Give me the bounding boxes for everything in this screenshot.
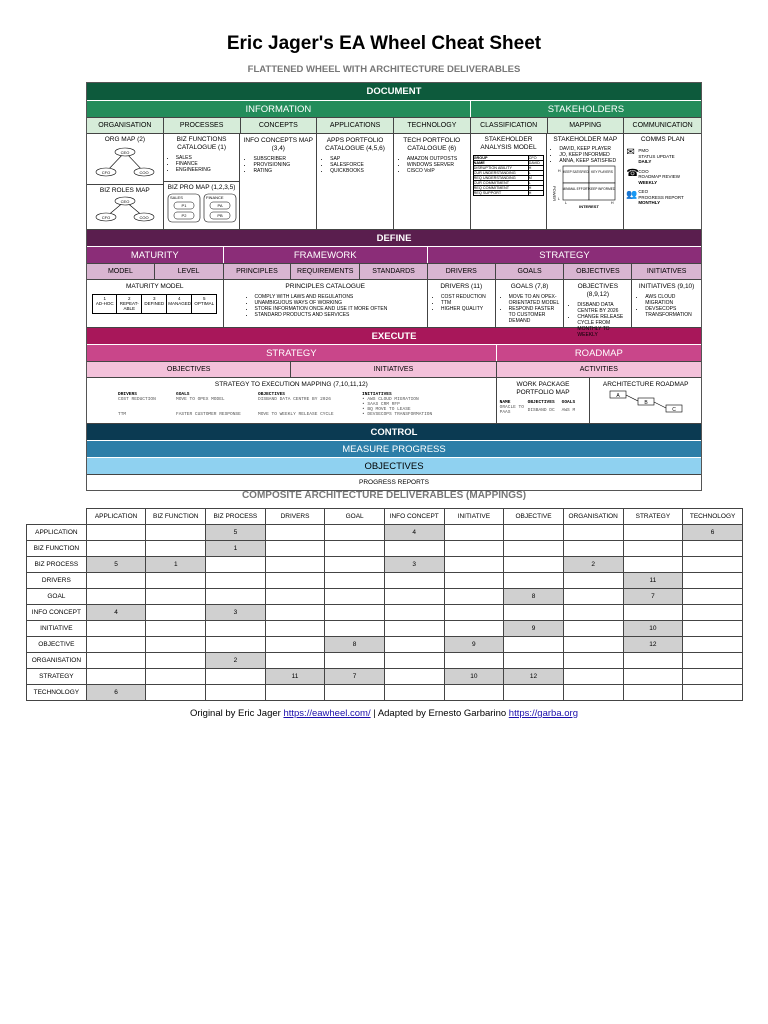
svg-text:A: A	[615, 393, 620, 399]
mapping-cell	[206, 621, 266, 637]
mapping-cell	[206, 669, 266, 685]
strategy-bar: STRATEGY	[428, 246, 701, 263]
mapping-cell	[146, 637, 206, 653]
row-header: TECHNOLOGY	[27, 685, 87, 701]
mapping-cell	[265, 525, 325, 541]
sub-initiatives: INITIATIVES	[632, 263, 701, 279]
mapping-cell	[563, 685, 623, 701]
mapping-cell	[265, 541, 325, 557]
progress-reports: PROGRESS REPORTS	[87, 474, 701, 490]
mapping-cell	[146, 605, 206, 621]
mapping-cell	[384, 541, 444, 557]
roadmap-bar: ROADMAP	[497, 344, 701, 361]
goals-cell: GOALS (7,8) • MOVE TO AN OPEX-ORIENTATED MODEL • RESPOND FASTER TO CUSTOMER DEMAND	[496, 279, 565, 327]
info-concepts-title: INFO CONCEPTS MAP (3,4)	[243, 137, 313, 152]
garba-link[interactable]: https://garba.org	[508, 708, 578, 719]
mapping-cell	[146, 525, 206, 541]
initiatives-title: INITIATIVES (9,10)	[638, 283, 695, 290]
sub-organisation: ORGANISATION	[87, 117, 164, 133]
initiatives-cell: INITIATIVES (9,10) • AWS CLOUD MIGRATION • DEVSECOPS TRANSFORMATION	[632, 279, 701, 327]
mapping-cell: 10	[444, 669, 504, 685]
execute-strategy-bar: STRATEGY	[87, 344, 497, 361]
mapping-cell	[623, 685, 683, 701]
biz-functions-title: BIZ FUNCTIONS CATALOGUE (1)	[176, 136, 227, 151]
table-row	[27, 621, 743, 637]
mapping-cell	[206, 573, 266, 589]
mapping-cell	[146, 589, 206, 605]
mapping-cell	[86, 589, 146, 605]
maturity-bar: MATURITY	[87, 246, 224, 263]
org-node-ceo: CEO	[120, 150, 130, 155]
org-node-coo: COO	[139, 170, 149, 175]
mapping-cell	[563, 669, 623, 685]
comms-plan-cell: COMMS PLAN ✉ PMO STATUS UPDATE DAILY ☎ COO ROADMAP REVIEW WEEKLY 👥 CEO PROGRESS REPORT MONTHLY	[624, 133, 701, 229]
mapping-cell: 5	[206, 525, 266, 541]
mapping-cell	[325, 589, 385, 605]
page-subtitle: FLATTENED WHEEL WITH ARCHITECTURE DELIVERABLES	[247, 64, 521, 75]
mapping-cell: 4	[86, 605, 146, 621]
control-objectives-bar: OBJECTIVES	[87, 457, 701, 474]
mapping-cell	[623, 541, 683, 557]
mapping-cell	[683, 685, 743, 701]
mapping-cell	[563, 589, 623, 605]
org-map-cell	[87, 133, 164, 229]
sub-standards: STANDARDS	[360, 263, 428, 279]
mapping-cell	[623, 605, 683, 621]
framework-bar: FRAMEWORK	[224, 246, 428, 263]
svg-text:P1: P1	[181, 203, 187, 208]
composite-title: COMPOSITE ARCHITECTURE DELIVERABLES (MAPPINGS)	[241, 490, 527, 501]
control-bar: CONTROL	[87, 423, 701, 440]
mapping-cell	[563, 621, 623, 637]
svg-text:CFO: CFO	[101, 215, 111, 220]
mapping-cell	[444, 685, 504, 701]
principles-cell: PRINCIPLES CATALOGUE • COMPLY WITH LAWS AND REGULATIONS • UNAMBIGUOUS WAYS OF WORKING • STORE INFORMATION ONCE AND USE IT MORE OFTEN • STANDARD PRODUCTS AND SERVICES	[224, 279, 428, 327]
row-header: INITIATIVE	[27, 621, 87, 637]
mapping-cell	[444, 589, 504, 605]
mapping-cell	[444, 525, 504, 541]
sub-applications: APPLICATIONS	[317, 117, 394, 133]
mapping-cell	[384, 573, 444, 589]
mapping-cell	[265, 685, 325, 701]
page-title: Eric Jager's EA Wheel Cheat Sheet	[226, 33, 542, 54]
footer-prefix: Original by Eric Jager	[190, 708, 284, 719]
sub-communication: COMMUNICATION	[624, 117, 701, 133]
strategy-mapping-table: DRIVERS GOALS OBJECTIVES INITIATIVES COST REDUCTION MOVE TO OPEX MODEL DISBAND DATA CENTRE BY 2026 • AWS CLOUD MIGRATION • SAAS CRM RFP • BQ MOVE TO LEASE TTM FASTER CUSTOMER RESPONSE MOVE TO WEEKLY RELEASE CYCLE • DEVSECOPS TRANSFORMATION	[118, 392, 433, 417]
mapping-cell	[384, 685, 444, 701]
mapping-cell	[444, 573, 504, 589]
org-node-cfo: CFO	[101, 170, 111, 175]
table-row	[27, 637, 743, 653]
envelope-icon: ✉	[626, 147, 635, 158]
mapping-cell: 12	[504, 669, 564, 685]
mapping-cell	[86, 525, 146, 541]
objectives-title: OBJECTIVES (8,9,12)	[577, 283, 619, 298]
stakeholder-analysis-title: STAKEHOLDER ANALYSIS MODEL	[480, 136, 537, 151]
mapping-cell	[86, 541, 146, 557]
objectives-cell: OBJECTIVES (8,9,12) • DISBAND DATA CENTRE BY 2026 • CHANGE RELEASE CYCLE FROM MONTHLY TO WEEKLY	[564, 279, 632, 327]
mapping-cell	[563, 605, 623, 621]
composite-table	[26, 508, 743, 701]
svg-text:INTEREST: INTEREST	[579, 204, 600, 209]
mapping-cell	[504, 573, 564, 589]
mapping-cell: 10	[623, 621, 683, 637]
biz-pro-diagram	[166, 192, 238, 224]
sub-model: MODEL	[87, 263, 155, 279]
tech-title: TECH PORTFOLIO CATALOGUE (6)	[403, 137, 461, 152]
sub-drivers: DRIVERS	[428, 263, 496, 279]
mapping-cell: 6	[86, 685, 146, 701]
biz-functions-list: • SALES • FINANCE • ENGINEERING	[176, 155, 238, 173]
mapping-cell	[265, 605, 325, 621]
row-header: BIZ FUNCTION	[27, 541, 87, 557]
phone-icon: ☎	[626, 167, 639, 179]
mapping-cell	[683, 573, 743, 589]
mapping-cell	[265, 637, 325, 653]
mapping-cell: 6	[683, 525, 743, 541]
mapping-cell: 3	[384, 557, 444, 573]
mapping-cell	[325, 573, 385, 589]
mapping-cell	[623, 557, 683, 573]
mapping-cell: 4	[384, 525, 444, 541]
arch-roadmap-diagram	[596, 389, 696, 415]
stakeholder-analysis-table: GROUP CFO NAME DAVID DISRUPTION ABILITY H CUR UNDERSTANDING L REQ UNDERSTANDING M CUR COMMITMENT L REQ COMMITMENT H REQ SUPPORT H	[473, 155, 545, 196]
mapping-cell	[86, 669, 146, 685]
footer	[0, 708, 768, 719]
mapping-cell	[683, 669, 743, 685]
svg-text:H: H	[611, 201, 614, 205]
mapping-cell	[86, 637, 146, 653]
mapping-cell	[384, 589, 444, 605]
arch-roadmap-title: ARCHITECTURE ROADMAP	[602, 381, 689, 388]
table-row	[27, 669, 743, 685]
mapping-cell	[444, 605, 504, 621]
sub-technology: TECHNOLOGY	[394, 117, 471, 133]
stakeholder-map-grid	[549, 164, 621, 210]
mapping-cell: 3	[206, 605, 266, 621]
mapping-cell: 2	[563, 557, 623, 573]
mapping-cell	[504, 685, 564, 701]
mapping-cell	[146, 685, 206, 701]
row-header: APPLICATION	[27, 525, 87, 541]
stakeholders-bar: STAKEHOLDERS	[471, 100, 701, 117]
principles-title: PRINCIPLES CATALOGUE	[285, 283, 365, 290]
comms-plan-title: COMMS PLAN	[640, 136, 685, 143]
mapping-cell: 9	[504, 621, 564, 637]
sub-level: LEVEL	[155, 263, 224, 279]
mapping-cell	[265, 621, 325, 637]
apps-cell: APPS PORTFOLIO CATALOGUE (4,5,6) • SAP • SALESFORCE • QUICKBOOKS	[317, 133, 394, 229]
strategy-mapping-title: STRATEGY TO EXECUTION MAPPING (7,10,11,12)	[214, 381, 368, 388]
svg-text:PB: PB	[216, 213, 223, 218]
mapping-cell	[504, 557, 564, 573]
svg-text:C: C	[671, 407, 676, 413]
svg-text:SALES: SALES	[169, 195, 183, 200]
measure-progress-bar: MEASURE PROGRESS	[87, 440, 701, 457]
mapping-cell: 9	[444, 637, 504, 653]
table-row	[27, 589, 743, 605]
mapping-cell	[444, 653, 504, 669]
mapping-cell: 2	[206, 653, 266, 669]
mapping-cell	[86, 621, 146, 637]
maturity-levels: 1 AD-HOC 2 REPEAT-ABLE 3 DEFINED 4 MANAGED 5 OPTIMAL	[90, 294, 220, 314]
table-row	[27, 685, 743, 701]
svg-text:MINIMAL EFFORT: MINIMAL EFFORT	[562, 187, 590, 191]
svg-text:PA: PA	[217, 203, 223, 208]
mapping-cell	[384, 669, 444, 685]
apps-title: APPS PORTFOLIO CATALOGUE (4,5,6)	[325, 137, 385, 152]
goals-title: GOALS (7,8)	[510, 283, 549, 290]
svg-text:KEY PLAYERS: KEY PLAYERS	[591, 170, 614, 174]
sub-processes: PROCESSES	[164, 117, 241, 133]
mapping-cell	[683, 557, 743, 573]
svg-text:POWER: POWER	[552, 186, 558, 202]
mapping-cell	[325, 605, 385, 621]
execute-bar: EXECUTE	[87, 327, 701, 344]
mapping-cell	[683, 653, 743, 669]
footer-middle: | Adapted by Ernesto Garbarino	[370, 708, 509, 719]
mapping-cell	[683, 637, 743, 653]
mapping-cell	[265, 557, 325, 573]
svg-text:H: H	[558, 169, 561, 173]
strategy-mapping-cell	[87, 377, 497, 423]
org-map-diagram	[90, 144, 160, 180]
mapping-cell: 7	[623, 589, 683, 605]
mapping-cell	[265, 653, 325, 669]
mapping-cell	[444, 541, 504, 557]
mapping-cell	[504, 541, 564, 557]
mapping-cell	[206, 557, 266, 573]
mapping-cell	[206, 685, 266, 701]
composite-header-row: APPLICATION BIZ FUNCTION BIZ PROCESS DRIVERS GOAL INFO CONCEPT INITIATIVE OBJECTIVE ORGANISATION STRATEGY TECHNOLOGY	[27, 509, 743, 525]
table-row	[27, 573, 743, 589]
biz-functions-cell	[164, 133, 241, 229]
mapping-cell	[325, 557, 385, 573]
svg-text:KEEP SATISFIED: KEEP SATISFIED	[563, 170, 590, 174]
svg-text:COO: COO	[139, 215, 149, 220]
mapping-cell	[265, 573, 325, 589]
sub-exec-objectives: OBJECTIVES	[87, 361, 291, 377]
sub-activities: ACTIVITIES	[497, 361, 701, 377]
eawheel-link[interactable]: https://eawheel.com/	[283, 708, 371, 719]
mapping-cell: 11	[623, 573, 683, 589]
work-package-title: WORK PACKAGE PORTFOLIO MAP	[516, 381, 570, 396]
mapping-cell	[683, 589, 743, 605]
mapping-cell: 5	[86, 557, 146, 573]
mapping-cell	[146, 541, 206, 557]
svg-text:B: B	[643, 400, 648, 406]
mapping-cell	[86, 653, 146, 669]
mapping-cell	[384, 605, 444, 621]
mapping-cell	[146, 669, 206, 685]
mapping-cell	[563, 637, 623, 653]
mapping-cell	[683, 621, 743, 637]
stakeholder-analysis-cell	[471, 133, 548, 229]
people-icon: 👥	[626, 189, 638, 199]
svg-text:L: L	[558, 197, 561, 201]
biz-roles-title: BIZ ROLES MAP	[99, 187, 150, 194]
mapping-cell	[623, 525, 683, 541]
drivers-title: DRIVERS (11)	[440, 283, 483, 290]
mapping-cell	[563, 573, 623, 589]
table-row	[27, 541, 743, 557]
mapping-cell	[325, 541, 385, 557]
mapping-cell	[563, 525, 623, 541]
mapping-cell	[563, 541, 623, 557]
mapping-cell	[325, 621, 385, 637]
mapping-cell	[504, 637, 564, 653]
svg-text:KEEP INFORMED: KEEP INFORMED	[589, 187, 616, 191]
maturity-model-title: MATURITY MODEL	[126, 283, 184, 290]
define-bar: DEFINE	[87, 229, 701, 246]
tech-cell: TECH PORTFOLIO CATALOGUE (6) • AMAZON OUTPOSTS • WINDOWS SERVER • CISCO VoIP	[394, 133, 471, 229]
mapping-cell	[384, 637, 444, 653]
biz-pro-title: BIZ PRO MAP (1,2,3,5)	[167, 184, 236, 191]
ea-wheel-sheet	[86, 82, 702, 491]
mapping-cell	[444, 621, 504, 637]
sub-goals: GOALS	[496, 263, 565, 279]
arch-roadmap-cell	[590, 377, 701, 423]
mapping-cell: 1	[206, 541, 266, 557]
mapping-cell	[683, 605, 743, 621]
sub-exec-initiatives: INITIATIVES	[291, 361, 496, 377]
mapping-cell	[325, 653, 385, 669]
mapping-cell	[206, 637, 266, 653]
svg-text:P2: P2	[181, 213, 187, 218]
mapping-cell	[563, 653, 623, 669]
mapping-cell	[504, 653, 564, 669]
table-row	[27, 605, 743, 621]
mapping-cell	[325, 685, 385, 701]
row-header: INFO CONCEPT	[27, 605, 87, 621]
svg-text:L: L	[565, 201, 568, 205]
row-header: BIZ PROCESS	[27, 557, 87, 573]
mapping-cell: 8	[504, 589, 564, 605]
org-map-title: ORG MAP (2)	[104, 136, 146, 143]
mapping-cell: 11	[265, 669, 325, 685]
mapping-cell	[384, 621, 444, 637]
information-bar: INFORMATION	[87, 100, 471, 117]
info-concepts-cell: INFO CONCEPTS MAP (3,4) • SUBSCRIBER • PROVISIONING • RATING	[240, 133, 317, 229]
sub-mapping: MAPPING	[548, 117, 625, 133]
row-header: DRIVERS	[27, 573, 87, 589]
work-package-cell	[497, 377, 591, 423]
document-bar: DOCUMENT	[87, 83, 701, 100]
maturity-model-cell	[87, 279, 224, 327]
mapping-cell: 8	[325, 637, 385, 653]
mapping-cell	[86, 573, 146, 589]
table-row	[27, 557, 743, 573]
mapping-cell: 7	[325, 669, 385, 685]
svg-text:FINANCE: FINANCE	[205, 195, 224, 200]
svg-text:CEO: CEO	[120, 199, 130, 204]
work-package-table: NAME OBJECTIVES GOALS ORACLE TO PAAS DISBAND DC AWS M	[499, 400, 576, 415]
sub-objectives: OBJECTIVES	[564, 263, 632, 279]
mapping-cell	[683, 541, 743, 557]
table-row	[27, 653, 743, 669]
row-header: ORGANISATION	[27, 653, 87, 669]
mapping-cell	[504, 525, 564, 541]
mapping-cell	[504, 605, 564, 621]
row-header: GOAL	[27, 589, 87, 605]
mapping-cell	[325, 525, 385, 541]
mapping-cell	[146, 653, 206, 669]
table-row	[27, 525, 743, 541]
stakeholder-map-title: STAKEHOLDER MAP	[553, 136, 618, 143]
biz-roles-diagram	[90, 195, 160, 223]
mapping-cell	[623, 669, 683, 685]
mapping-cell: 12	[623, 637, 683, 653]
stakeholder-map-cell: STAKEHOLDER MAP • DAVID, KEEP PLAYER • JO, KEEP INFORMED • ANNA, KEEP SATISFIED POWER H L KEEP SATISFIED KEY PLAYERS MINIMAL EFFORT KEEP INFORMED L H INTEREST	[547, 133, 624, 229]
mapping-cell: 1	[146, 557, 206, 573]
sub-principles: PRINCIPLES	[224, 263, 292, 279]
sub-concepts: CONCEPTS	[241, 117, 318, 133]
mapping-cell	[146, 573, 206, 589]
mapping-cell	[444, 557, 504, 573]
sub-requirements: REQUIREMENTS	[291, 263, 360, 279]
drivers-cell: DRIVERS (11) • COST REDUCTION • TTM • HIGHER QUALITY	[428, 279, 496, 327]
row-header: STRATEGY	[27, 669, 87, 685]
mapping-cell	[146, 621, 206, 637]
sub-classification: CLASSIFICATION	[471, 117, 548, 133]
mapping-cell	[265, 589, 325, 605]
mapping-cell	[623, 653, 683, 669]
row-header: OBJECTIVE	[27, 637, 87, 653]
mapping-cell	[206, 589, 266, 605]
mapping-cell	[384, 653, 444, 669]
